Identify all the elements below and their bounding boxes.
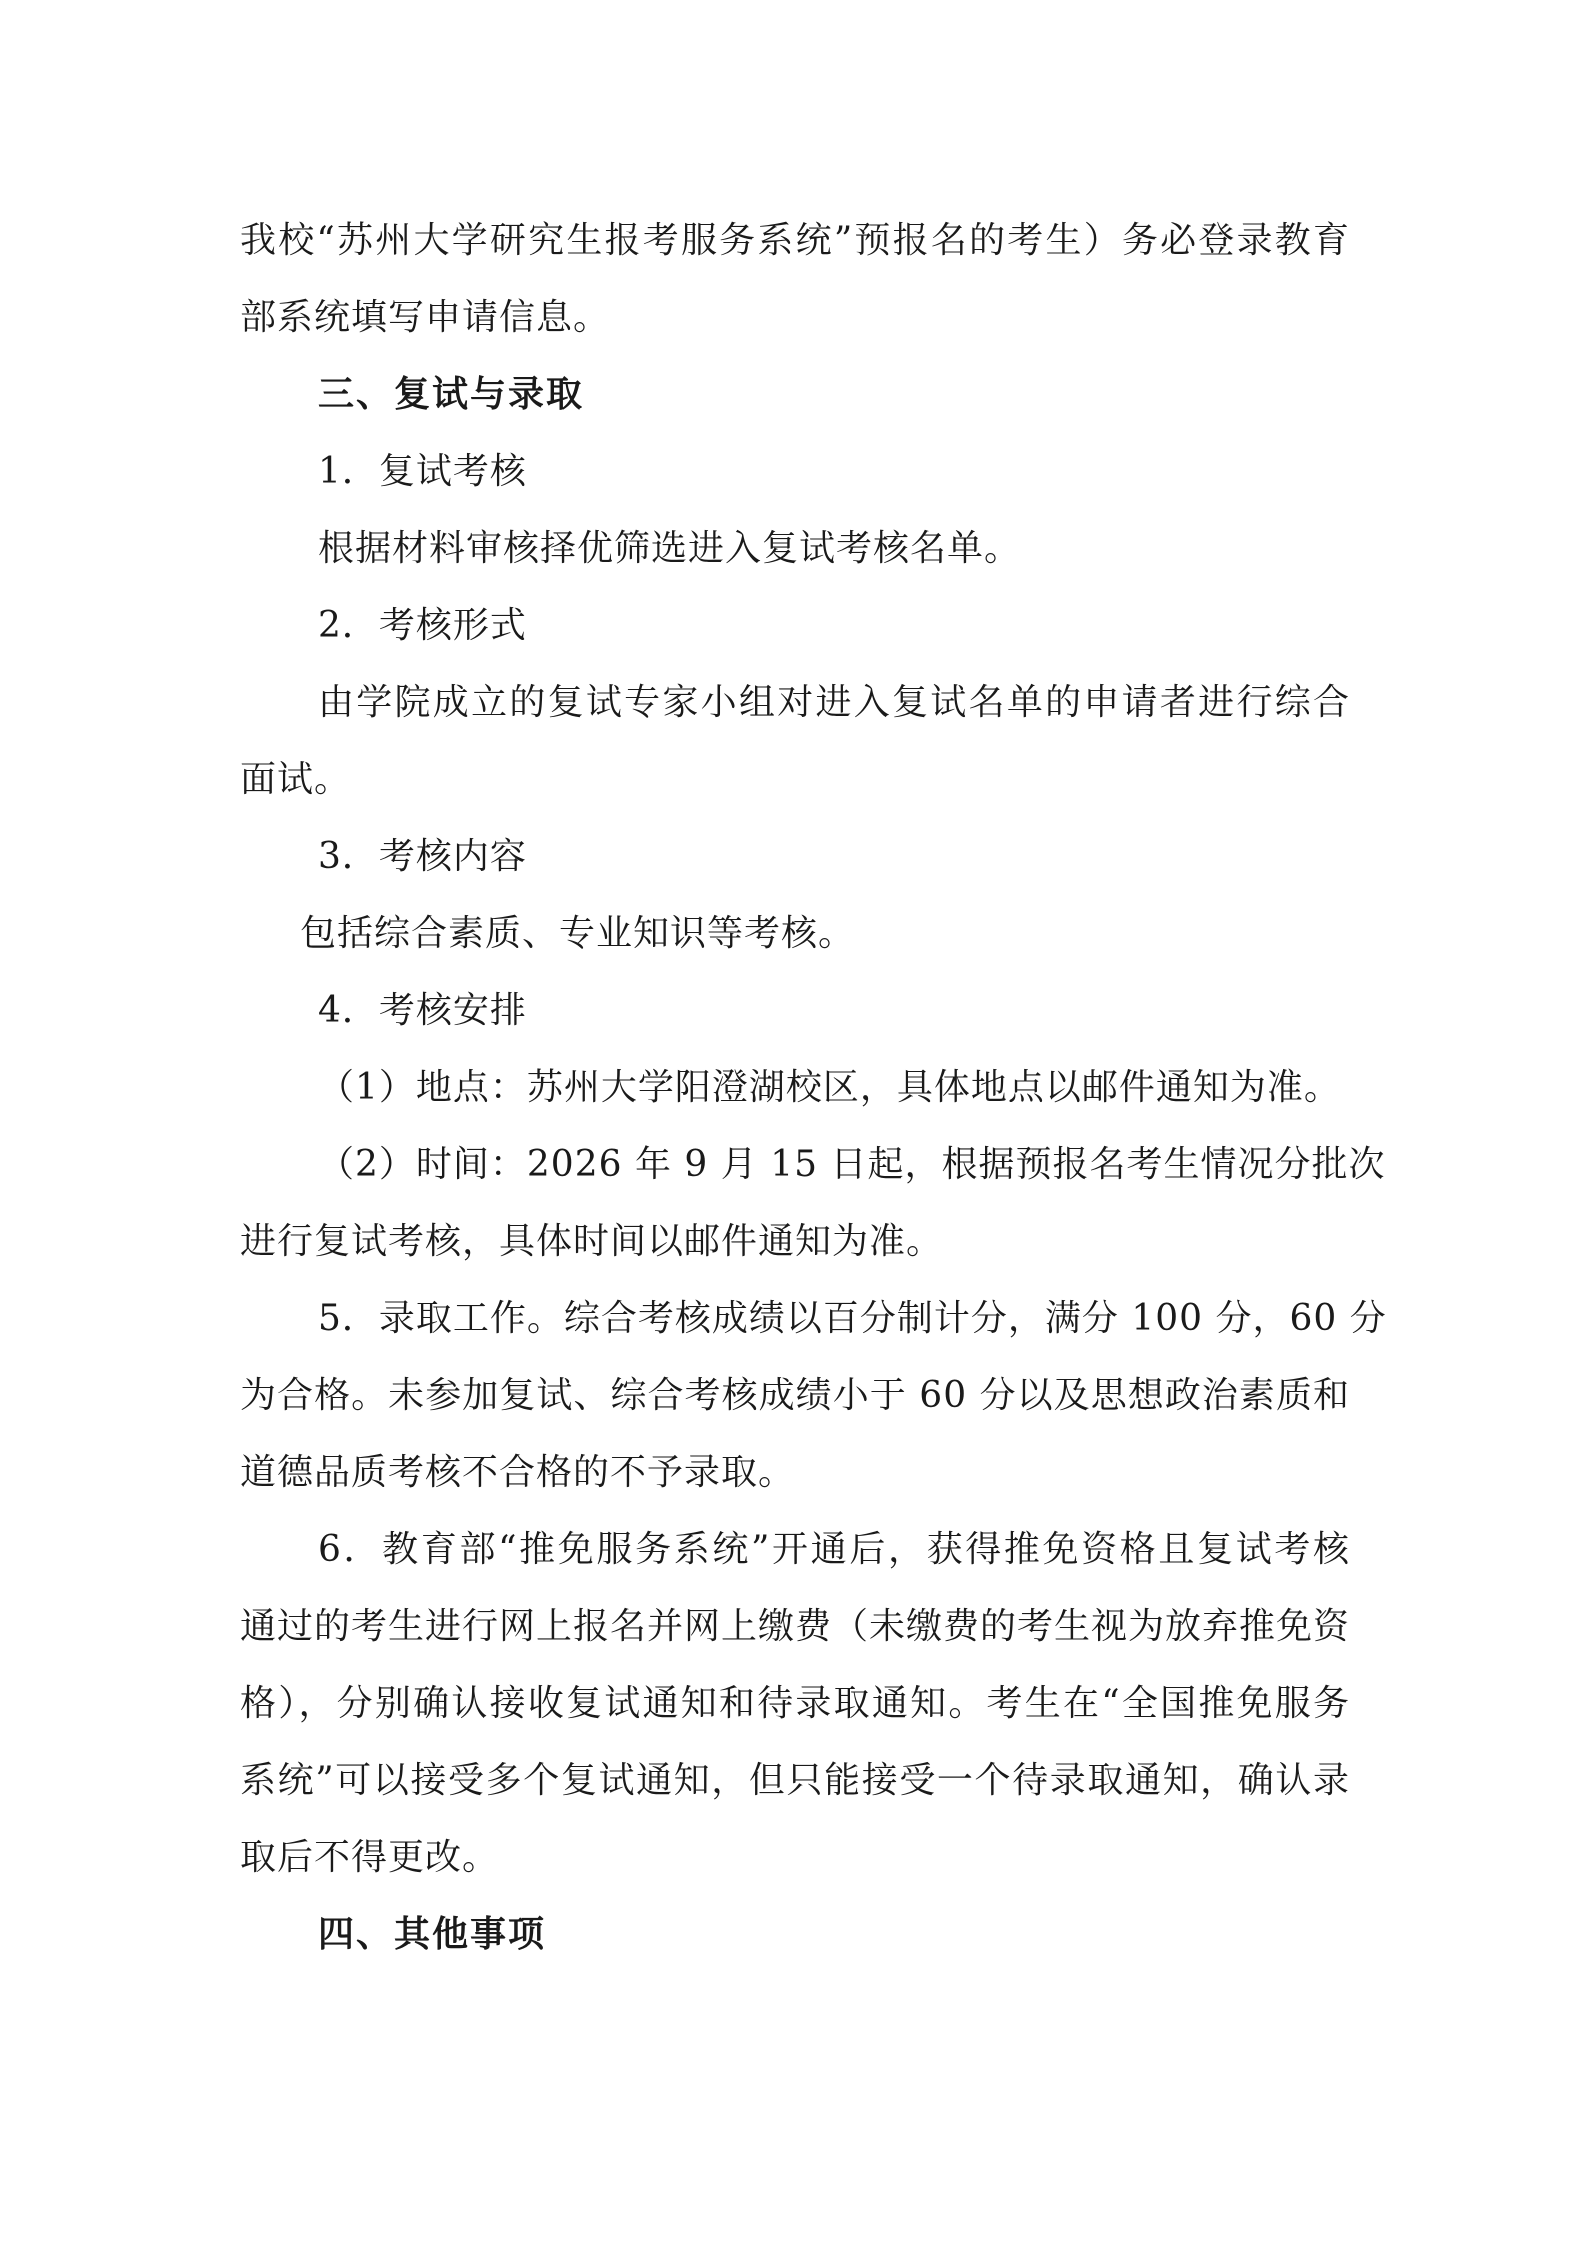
paragraph-line: 系统”可以接受多个复试通知，但只能接受一个待录取通知，确认录 — [240, 1760, 1350, 1801]
paragraph-line: 包括综合素质、专业知识等考核。 — [300, 913, 856, 954]
subsection-title: 4．考核安排 — [318, 990, 527, 1031]
subsection-title: 3．考核内容 — [318, 836, 527, 877]
paragraph-line: 我校“苏州大学研究生报考服务系统”预报名的考生）务必登录教育 — [240, 220, 1350, 261]
section-heading: 四、其他事项 — [318, 1914, 547, 1955]
paragraph-line: （2）时间：2026 年 9 月 15 日起，根据预报名考生情况分批次 — [318, 1144, 1386, 1185]
paragraph-line: 6．教育部“推免服务系统”开通后，获得推免资格且复试考核 — [318, 1529, 1350, 1570]
section-heading: 三、复试与录取 — [318, 374, 585, 415]
paragraph-line: （1）地点：苏州大学阳澄湖校区，具体地点以邮件通知为准。 — [318, 1067, 1341, 1108]
paragraph-line: 5．录取工作。综合考核成绩以百分制计分，满分 100 分，60 分 — [318, 1298, 1387, 1339]
paragraph-line: 格），分别确认接收复试通知和待录取通知。考生在“全国推免服务 — [240, 1683, 1350, 1724]
paragraph-line: 由学院成立的复试专家小组对进入复试名单的申请者进行综合 — [318, 682, 1350, 723]
paragraph-line: 为合格。未参加复试、综合考核成绩小于 60 分以及思想政治素质和 — [240, 1375, 1350, 1416]
paragraph-line: 进行复试考核，具体时间以邮件通知为准。 — [240, 1221, 944, 1262]
subsection-title: 1．复试考核 — [318, 451, 527, 492]
subsection-title: 2．考核形式 — [318, 605, 527, 646]
paragraph-line: 面试。 — [240, 759, 352, 800]
paragraph-line: 根据材料审核择优筛选进入复试考核名单。 — [318, 528, 1022, 569]
paragraph-line: 通过的考生进行网上报名并网上缴费（未缴费的考生视为放弃推免资 — [240, 1606, 1351, 1647]
paragraph-line: 取后不得更改。 — [240, 1837, 500, 1878]
paragraph-line: 部系统填写申请信息。 — [240, 297, 611, 338]
paragraph-line: 道德品质考核不合格的不予录取。 — [240, 1452, 796, 1493]
